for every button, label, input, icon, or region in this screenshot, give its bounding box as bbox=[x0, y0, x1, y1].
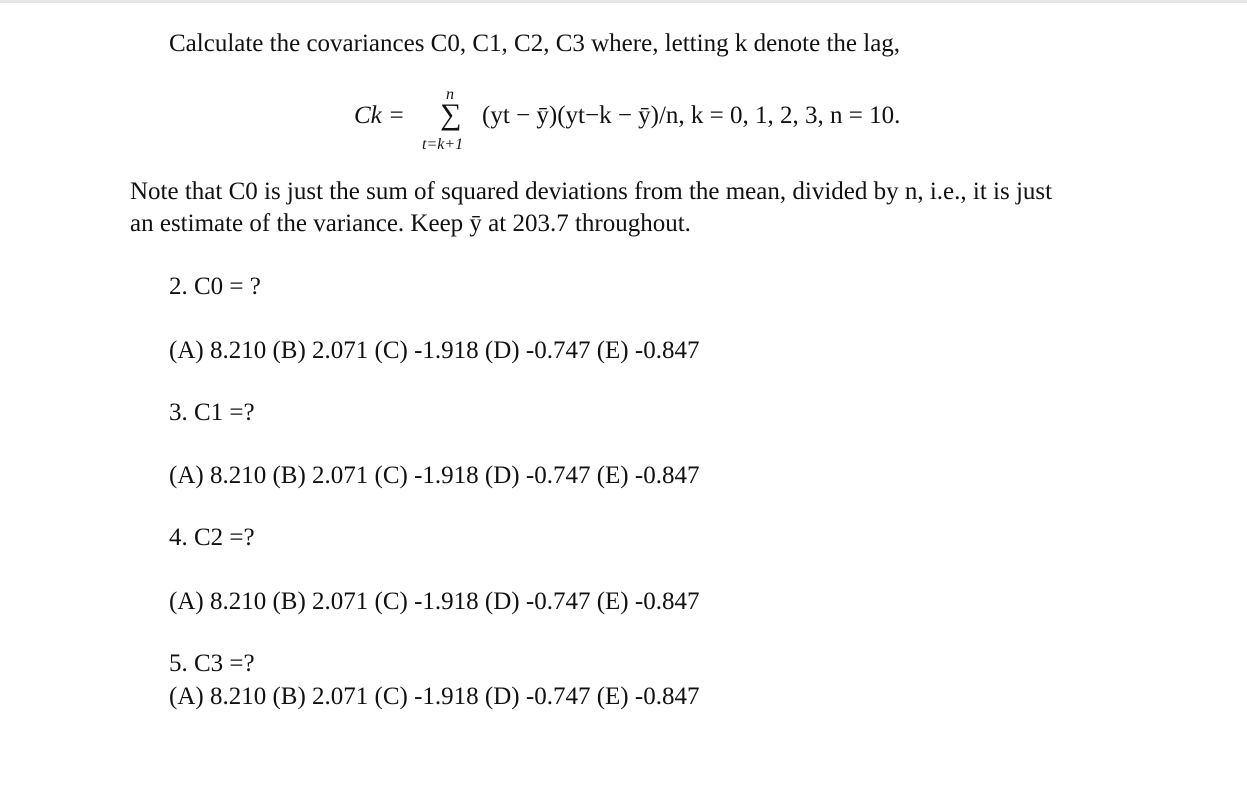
question-4-options: (A) 8.210 (B) 2.071 (C) -1.918 (D) -0.747 (E) -0.847 bbox=[169, 588, 700, 615]
sum-lower-limit: t=k+1 bbox=[422, 136, 464, 153]
question-3-options: (A) 8.210 (B) 2.071 (C) -1.918 (D) -0.747 (E) -0.847 bbox=[169, 462, 700, 489]
formula-left: Ck = bbox=[354, 102, 405, 129]
sigma-icon: ∑ bbox=[440, 98, 462, 131]
question-5-prompt: 5. C3 =? bbox=[169, 650, 255, 677]
page-top-border bbox=[0, 0, 1247, 3]
covariance-formula bbox=[354, 86, 974, 156]
question-3-prompt: 3. C1 =? bbox=[169, 399, 255, 426]
formula-right: (yt − ȳ)(yt−k − ȳ)/n, k = 0, 1, 2, 3, n = 10. bbox=[482, 102, 901, 129]
question-2-options: (A) 8.210 (B) 2.071 (C) -1.918 (D) -0.747 (E) -0.847 bbox=[169, 337, 700, 364]
question-4-prompt: 4. C2 =? bbox=[169, 524, 255, 551]
intro-line: Calculate the covariances C0, C1, C2, C3 where, letting k denote the lag, bbox=[169, 30, 901, 57]
question-5-options: (A) 8.210 (B) 2.071 (C) -1.918 (D) -0.747 (E) -0.847 bbox=[169, 683, 700, 710]
note-line-2: an estimate of the variance. Keep ȳ at 203.7 throughout. bbox=[130, 210, 691, 237]
note-line-1: Note that C0 is just the sum of squared deviations from the mean, divided by n, i.e., it is just bbox=[130, 178, 1053, 205]
sum-upper-limit: n bbox=[446, 86, 454, 103]
question-2-prompt: 2. C0 = ? bbox=[169, 273, 261, 300]
